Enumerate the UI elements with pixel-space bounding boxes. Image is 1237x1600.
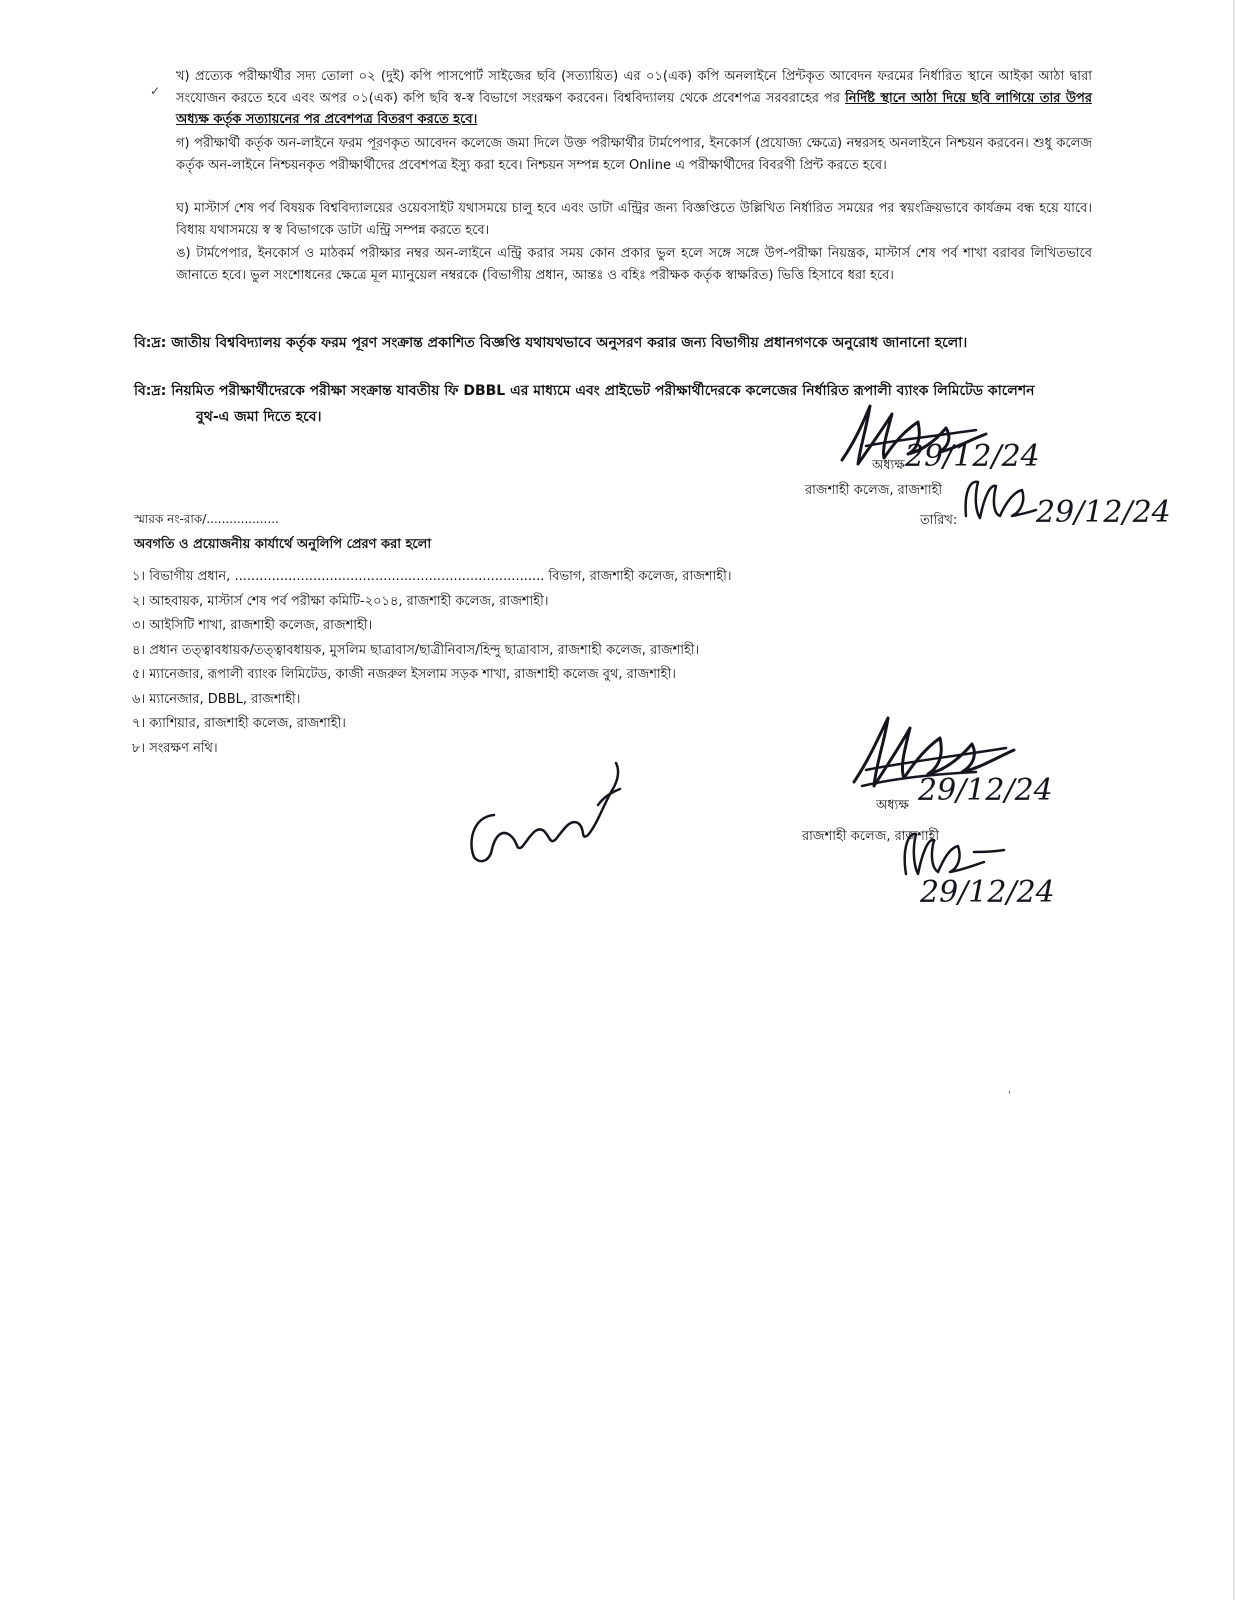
initial-signature-2 xyxy=(900,822,1010,882)
handwritten-date-2: 29/12/24 xyxy=(1036,495,1171,530)
note-1-label: বি:দ্র: xyxy=(134,335,167,351)
note-1 xyxy=(134,330,1094,356)
handwritten-date-1: 29/12/24 xyxy=(905,439,1040,474)
principal-title-1: অধ্যক্ষ xyxy=(872,458,905,473)
note-2-line-1: নিয়মিত পরীক্ষার্থীদেরকে পরীক্ষা সংক্রান্ত যাবতীয় ফি DBBL এর মাধ্যমে এবং প্রাইভেট পরীক্ষার্থীদেরকে কলেজের নির্ধারিত রূপালী ব্যাংক লিমিটেড কালেশন xyxy=(171,383,1035,399)
list-item: ৮। সংরক্ষণ নথি। xyxy=(132,740,218,756)
instruction-gha: ঘ) মাস্টার্স শেষ পর্ব বিষয়ক বিশ্ববিদ্যালয়ের ওয়েবসাইট যথাসময়ে চালু হবে এবং ডাটা এন্ট্রির জন্য বিজ্ঞপ্তিতে উল্লিখিত নির্ধারিত সময়ের পর স্বয়ংক্রিয়ভাবে কার্যক্রম বন্ধ হয়ে যাবে। বিধায় যথাসময়ে স্ব স্ব বিভাগকে ডাটা এন্ট্রি সম্পন্ন করতে হবে। xyxy=(176,201,1092,238)
note-1-text: জাতীয় বিশ্ববিদ্যালয় কর্তৃক ফরম পূরণ সংক্রান্ত প্রকাশিত বিজ্ঞপ্তি যথাযথভাবে অনুসরণ করার জন্য বিভাগীয় প্রধানগণকে অনুরোধ জানানো হলো। xyxy=(171,335,968,351)
list-item: ৪। প্রধান তত্ত্বাবধায়ক/তত্ত্বাবধায়ক, মুসলিম ছাত্রাবাস/ছাত্রীনিবাস/হিন্দু ছাত্রাবাস, রাজশাহী কলেজ, রাজশাহী। xyxy=(132,642,700,658)
handwritten-date-4: 29/12/24 xyxy=(920,875,1055,910)
list-item: ১। বিভাগীয় প্রধান, ........................................................................... বিভাগ, রাজশাহী কলেজ, রাজশাহী। xyxy=(132,569,732,584)
instruction-kha xyxy=(176,66,1092,131)
instruction-umo: ঙ) টার্মপেপার, ইনকোর্স ও মাঠকর্ম পরীক্ষার নম্বর অন-লাইনে এন্ট্রি করার সময় কোন প্রকার ভুল হলে সঙ্গে সঙ্গে উপ-পরীক্ষা নিয়ন্ত্রক, মাস্টার্স শেষ পর্ব শাখা বরাবর লিখিতভাবে জানাতে হবে। ভুল সংশোধনের ক্ষেত্রে মূল ম্যানুয়েল নম্বরকে (বিভাগীয় প্রধান, আন্তঃ ও বহিঃ পরীক্ষক কর্তৃক স্বাক্ষরিত) ভিত্তি হিসাবে ধরা হবে। xyxy=(176,246,1092,283)
date-label: তারিখ: xyxy=(920,513,958,528)
note-2-label: বি:দ্র: xyxy=(134,383,167,399)
list-item: ৩। আইসিটি শাখা, রাজশাহী কলেজ, রাজশাহী। xyxy=(132,618,373,633)
instruction-kha-underlined: নির্দিষ্ট স্থানে আঠা দিয়ে ছবি লাগিয়ে তার উপর অধ্যক্ষ কর্তৃক সত্যায়নের পর প্রবেশপত্র বিতরণ করতে হবে। xyxy=(176,90,1092,127)
list-item: ৬। ম্যানেজার, DBBL, রাজশাহী। xyxy=(132,691,301,707)
scan-edge xyxy=(1233,0,1235,1600)
scan-mark: ✓ xyxy=(150,84,161,98)
scan-mark: ' xyxy=(1008,1090,1011,1101)
list-item: ২। আহবায়ক, মাস্টার্স শেষ পর্ব পরীক্ষা কমিটি-২০১৪, রাজশাহী কলেজ, রাজশাহী। xyxy=(132,593,549,609)
handwritten-initial-center xyxy=(464,757,634,867)
instruction-kha-text: খ) প্রত্যেক পরীক্ষার্থীর সদ্য তোলা ০২ (দুই) কপি পাসপোর্ট সাইজের ছবি (সত্যায়িত) এর ০১(এক) কপি অনলাইনে প্রিন্টকৃত আবেদন ফরমের নির্ধারিত স্থানে আইকা আঠা দ্বারা সংযোজন করতে হবে এবং অপর ০১(এক) কপি ছবি স্ব-স্ব বিভাগে সংরক্ষণ করবেন। বিশ্ববিদ্যালয় থেকে প্রবেশপত্র সরবরাহের পর xyxy=(176,69,1092,106)
list-item: ৭। ক্যাশিয়ার, রাজশাহী কলেজ, রাজশাহী। xyxy=(132,716,346,731)
memo-reference: স্মারক নং-রাক/................... xyxy=(134,512,279,526)
initial-signature-1 xyxy=(960,472,1040,527)
list-item: ৫। ম্যানেজার, রূপালী ব্যাংক লিমিটেড, কাজী নজরুল ইসলাম সড়ক শাখা, রাজশাহী কলেজ বুথ, রাজশাহী। xyxy=(132,667,676,682)
instruction-ga: গ) পরীক্ষার্থী কর্তৃক অন-লাইনে ফরম পূরণকৃত আবেদন কলেজে জমা দিলে উক্ত পরীক্ষার্থীর টার্মপেপার, ইনকোর্স (প্রযোজ্য ক্ষেত্রে) নম্বরসহ অনলাইনে নিশ্চয়ন করবেন। শুধু কলেজ কর্তৃক অন-লাইনে নিশ্চয়নকৃত পরীক্ষার্থীদের প্রবেশপত্র ইস্যু করা হবে। নিশ্চয়ন সম্পন্ন হলে Online এ পরীক্ষার্থীদের বিবরণী প্রিন্ট করতে হবে। xyxy=(176,136,1092,173)
copy-heading: অবগতি ও প্রয়োজনীয় কার্যার্থে অনুলিপি প্রেরণ করা হলো xyxy=(134,537,432,552)
handwritten-date-3: 29/12/24 xyxy=(918,773,1053,808)
copy-recipient-list xyxy=(132,565,732,761)
institution-2: রাজশাহী কলেজ, রাজশাহী xyxy=(802,829,940,844)
note-2-line-2: বুথ-এ জমা দিতে হবে। xyxy=(196,409,322,425)
principal-title-2: অধ্যক্ষ xyxy=(876,798,909,813)
institution-1: রাজশাহী কলেজ, রাজশাহী xyxy=(805,483,943,498)
